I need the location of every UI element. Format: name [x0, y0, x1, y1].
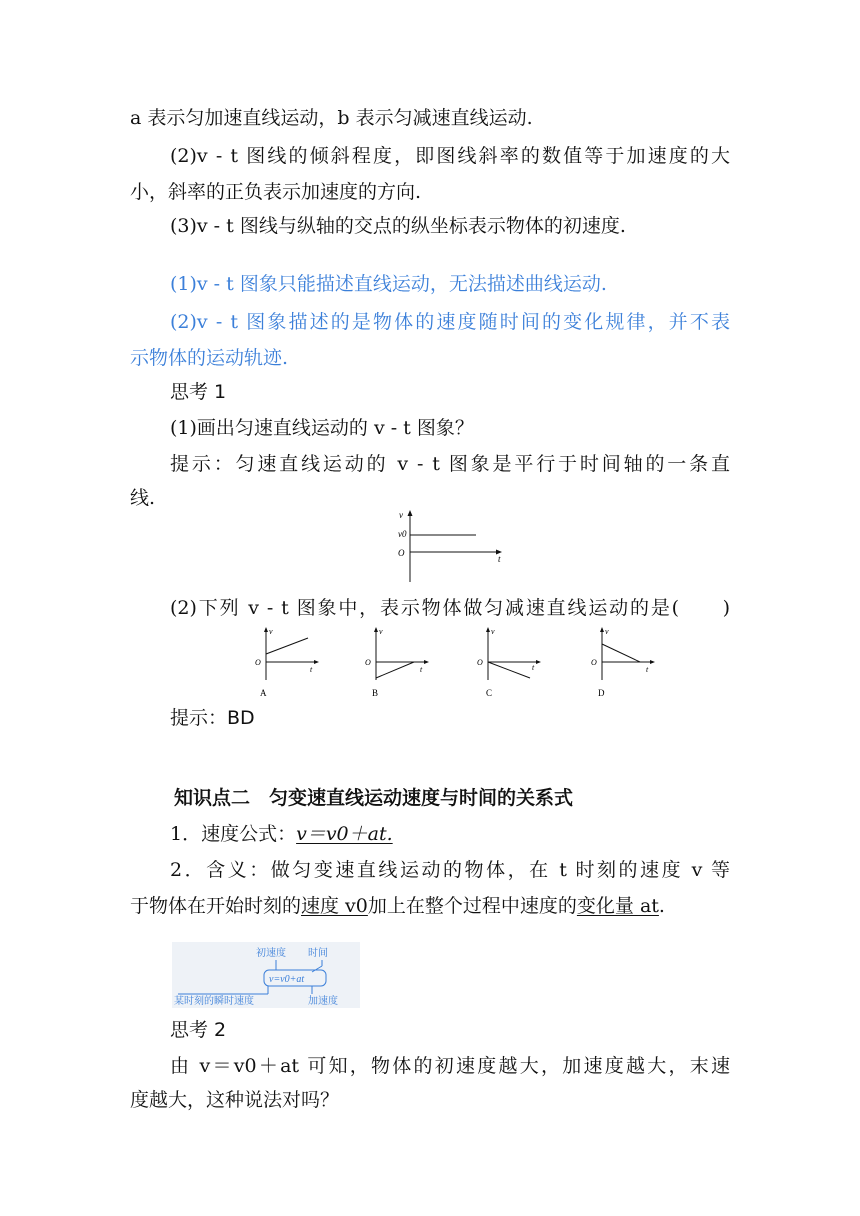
y-axis-arrow [264, 627, 268, 632]
text-line: (2)v - t 图线的倾斜程度，即图线斜率的数值等于加速度的大 [170, 145, 730, 167]
option-label: D [598, 688, 605, 698]
uniform-motion-graph [390, 506, 510, 586]
origin-label: O [477, 658, 483, 667]
option-a-graph [252, 624, 332, 700]
text-line: 小，斜率的正负表示加速度的方向. [130, 181, 422, 203]
section-heading: 知识点二 匀变速直线运动速度与时间的关系式 [174, 787, 574, 809]
origin-label: O [591, 658, 597, 667]
hint-line: 提示：匀速直线运动的 v - t 图象是平行于时间轴的一条直 [170, 453, 730, 475]
option-label: B [372, 688, 379, 698]
note-line: (2)v - t 图象描述的是物体的速度随时间的变化规律，并不表 [170, 311, 730, 333]
option-d-graph [588, 624, 668, 700]
velocity-line [376, 662, 414, 678]
question-line: 由 v＝v0＋at 可知，物体的初速度越大，加速度越大，末速 [170, 1055, 730, 1077]
t-label: t [310, 665, 313, 674]
option-b-graph [362, 624, 442, 700]
time-label: 时间 [308, 948, 328, 959]
instant-velocity-label: 某时刻的瞬时速度 [174, 996, 254, 1007]
y-axis-arrow [374, 627, 378, 632]
t-label: t [532, 663, 535, 672]
option-label: A [260, 688, 267, 698]
x-axis-arrow [536, 660, 541, 664]
v-label: v [379, 627, 383, 636]
v-label: v [399, 510, 403, 520]
x-axis-arrow [314, 660, 319, 664]
option-c-graph [474, 624, 554, 700]
t-label: t [646, 665, 649, 674]
origin-label: O [365, 658, 371, 667]
text-line: 2．含义：做匀变速直线运动的物体，在 t 时刻的速度 v 等 [170, 859, 730, 881]
note-line: (1)v - t 图象只能描述直线运动，无法描述曲线运动. [170, 273, 607, 295]
initial-velocity-label: 初速度 [256, 948, 286, 959]
v-label: v [491, 627, 495, 636]
text-line [130, 894, 665, 918]
note-line: 示物体的运动轨迹. [130, 347, 289, 369]
v-label: v [605, 627, 609, 636]
x-axis-arrow [650, 660, 655, 664]
velocity-line [602, 644, 640, 662]
t-label: t [420, 665, 423, 674]
text-line: (3)v - t 图线与纵轴的交点的纵坐标表示物体的初速度. [170, 215, 626, 237]
formula-text: v=v0+at [269, 974, 305, 985]
text-line: a 表示匀加速直线运动，b 表示匀减速直线运动. [130, 107, 533, 129]
question-line: (2)下列 v - t 图象中，表示物体做匀减速直线运动的是( ) [170, 597, 730, 619]
v0-label: v0 [398, 529, 407, 539]
velocity-line [488, 662, 530, 678]
think-title: 思考 2 [170, 1019, 227, 1041]
text-segment: . [658, 895, 665, 917]
y-axis-arrow [486, 627, 490, 632]
option-label: C [486, 688, 493, 698]
underlined-term: 变化量 at [576, 895, 659, 917]
hint-line: 提示：BD [170, 707, 255, 729]
v-label: v [269, 627, 273, 636]
hint-line: 线. [130, 487, 156, 509]
origin-label: O [255, 658, 261, 667]
formula-prefix: 1．速度公式： [170, 823, 297, 845]
underlined-term: 速度 v0 [301, 895, 368, 917]
x-axis-arrow [424, 660, 429, 664]
y-axis-arrow [408, 510, 413, 516]
formula-line [170, 822, 393, 846]
question-line: 度越大，这种说法对吗？ [130, 1089, 340, 1111]
y-axis-arrow [600, 627, 604, 632]
velocity-formula: v＝v0＋at. [296, 823, 393, 845]
text-segment: 于物体在开始时刻的 [130, 895, 302, 917]
origin-label: O [398, 548, 405, 558]
acceleration-label: 加速度 [308, 996, 338, 1007]
think-title: 思考 1 [170, 381, 227, 403]
velocity-line [266, 638, 308, 654]
t-label: t [498, 554, 501, 564]
text-segment: 加上在整个过程中速度的 [367, 895, 577, 917]
formula-diagram [172, 942, 360, 1008]
question-line: (1)画出匀速直线运动的 v - t 图象？ [170, 417, 474, 439]
